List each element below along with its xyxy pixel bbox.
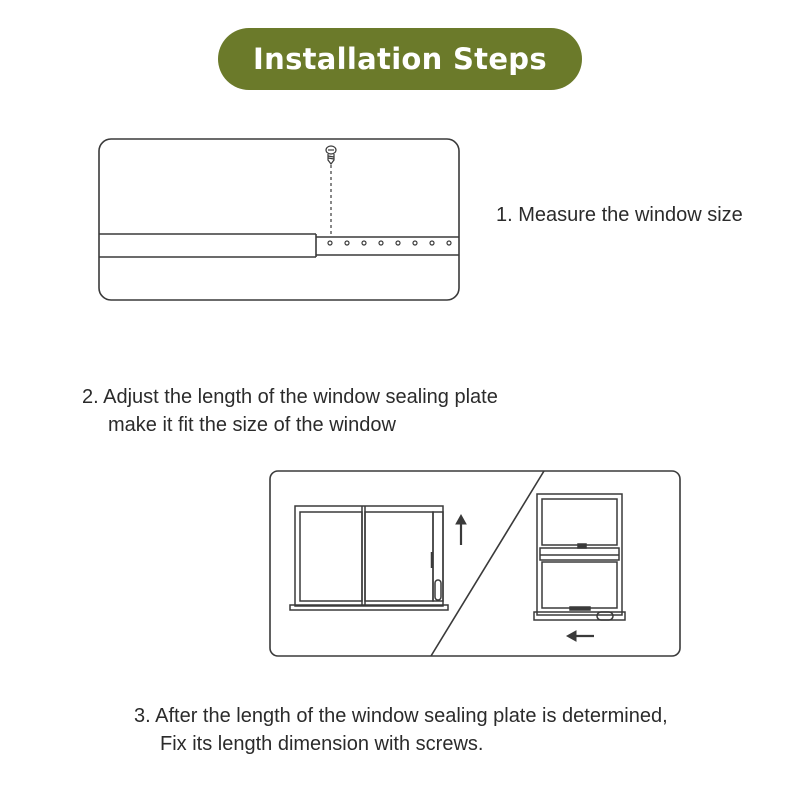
step-1-text <box>496 201 743 229</box>
step-2-text <box>82 383 498 439</box>
arrow-left-icon <box>567 631 594 641</box>
page-title: Installation Steps <box>218 28 582 90</box>
arrow-up-icon <box>456 515 466 545</box>
step-1-line-1: 1. Measure the window size <box>496 204 743 226</box>
step-3-line-1: 3. After the length of the window sealing plate is determined, <box>134 705 668 727</box>
step-3-text <box>134 702 668 758</box>
step-2-line-1: 2. Adjust the length of the window sealing plate <box>82 386 498 408</box>
step-2-line-2: make it fit the size of the window <box>108 414 396 436</box>
hung-window-icon <box>534 494 625 620</box>
sliding-window-icon <box>290 506 448 610</box>
step-3-line-2: Fix its length dimension with screws. <box>160 733 484 755</box>
